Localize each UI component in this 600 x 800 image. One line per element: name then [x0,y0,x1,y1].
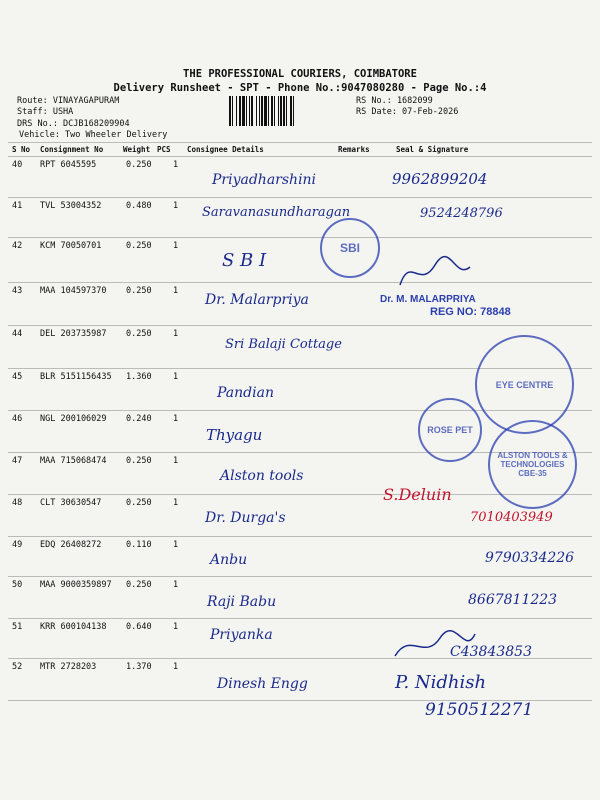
alston-seal: ALSTON TOOLS & TECHNOLOGIES CBE-35 [488,420,577,509]
cell-pcs: 1 [173,201,179,211]
cell-pcs: 1 [173,580,179,590]
note-49: 9790334226 [485,550,575,566]
cell-sno: 43 [12,286,23,296]
row-divider [8,325,592,326]
cell-cno: MAA 9000359897 [40,580,112,590]
col-seal: Seal & Signature [396,145,469,154]
cell-weight: 0.250 [126,456,152,466]
cell-cno: CLT 30630547 [40,498,102,508]
signature-scribble-43 [395,255,475,295]
cell-sno: 48 [12,498,23,508]
runsheet-subtitle: Delivery Runsheet - SPT - Phone No.:9047080280 - Page No.:4 [113,82,487,94]
cell-sno: 52 [12,662,23,672]
vehicle-label: Vehicle: Two Wheeler Delivery [19,130,168,140]
rose-pet-seal: ROSE PET [418,398,482,462]
row-divider [8,156,592,157]
cell-pcs: 1 [173,662,179,672]
cell-cno: DEL 203735987 [40,329,107,339]
consignee-hand-44: Sri Balaji Cottage [225,337,342,352]
consignee-hand-49: Anbu [210,552,248,568]
consignee-hand-50: Raji Babu [207,594,277,610]
cell-sno: 51 [12,622,23,632]
cell-weight: 0.250 [126,498,152,508]
note-41: 9524248796 [420,206,503,221]
row-divider [8,237,592,238]
header-rule [8,142,592,143]
cell-pcs: 1 [173,540,179,550]
cell-pcs: 1 [173,160,179,170]
cell-sno: 49 [12,540,23,550]
cell-weight: 0.250 [126,286,152,296]
signature-52: P. Nidhish [395,672,487,693]
consignee-hand-45: Pandian [217,385,274,401]
cell-cno: MTR 2728203 [40,662,97,672]
cell-pcs: 1 [173,456,179,466]
col-consignment: Consignment No [40,145,104,154]
cell-sno: 40 [12,160,23,170]
row-divider [8,618,592,619]
cell-cno: KRR 600104138 [40,622,107,632]
cell-weight: 1.370 [126,662,152,672]
eye-centre-seal: EYE CENTRE [475,335,574,434]
consignee-hand-46: Thyagu [206,426,263,444]
consignee-hand-47: Alston tools [220,468,304,484]
cell-weight: 0.480 [126,201,152,211]
row-divider [8,536,592,537]
cell-cno: BLR 5151156435 [40,372,112,382]
signature-scribble-51 [390,626,480,666]
rs-date: RS Date: 07-Feb-2026 [356,107,459,117]
cell-weight: 0.250 [126,160,152,170]
cell-sno: 45 [12,372,23,382]
route-label: Route: VINAYAGAPURAM [17,96,120,106]
doctor-stamp-name: Dr. M. MALARPRIYA [380,294,476,305]
cell-cno: RPT 6045595 [40,160,97,170]
cell-pcs: 1 [173,241,179,251]
sbi-seal: SBI [320,218,380,278]
rs-number: RS No.: 1682099 [356,96,433,106]
cell-sno: 41 [12,201,23,211]
cell-pcs: 1 [173,622,179,632]
cell-sno: 42 [12,241,23,251]
col-remarks: Remarks [338,145,370,154]
company-title: THE PROFESSIONAL COURIERS, COIMBATORE [183,68,417,80]
cell-weight: 0.250 [126,329,152,339]
consignee-hand-51: Priyanka [210,627,273,643]
col-consignee: Consignee Details [187,145,264,154]
cell-sno: 47 [12,456,23,466]
cell-cno: TVL 53004352 [40,201,102,211]
note-48: 7010403949 [470,510,553,525]
drs-number: DRS No.: DCJB168209904 [17,119,130,129]
cell-cno: KCM 70050701 [40,241,102,251]
cell-cno: EDQ 26408272 [40,540,102,550]
consignee-hand-52: Dinesh Engg [217,676,308,692]
note-50: 8667811223 [468,592,558,608]
consignee-hand-48: Dr. Durga's [205,510,286,526]
cell-sno: 46 [12,414,23,424]
cell-sno: 44 [12,329,23,339]
cell-cno: MAA 104597370 [40,286,107,296]
consignee-hand-40: Priyadharshini [212,172,317,188]
consignee-hand-43: Dr. Malarpriya [205,292,309,308]
note-40: 9962899204 [392,170,488,188]
cell-weight: 0.240 [126,414,152,424]
cell-pcs: 1 [173,286,179,296]
staff-label: Staff: USHA [17,107,74,117]
cell-cno: MAA 715068474 [40,456,107,466]
cell-weight: 1.360 [126,372,152,382]
cell-pcs: 1 [173,329,179,339]
cell-sno: 50 [12,580,23,590]
col-weight: Weight [123,145,151,154]
consignee-hand-42: S B I [222,250,267,271]
cell-weight: 0.250 [126,580,152,590]
row-divider [8,282,592,283]
note-51: C43843853 [450,644,532,660]
barcode [229,96,353,126]
col-sno: S No [12,145,31,154]
cell-pcs: 1 [173,372,179,382]
cell-weight: 0.250 [126,241,152,251]
cell-weight: 0.640 [126,622,152,632]
cell-weight: 0.110 [126,540,152,550]
signature-48: S.Deluin [383,485,452,504]
cell-pcs: 1 [173,498,179,508]
cell-pcs: 1 [173,414,179,424]
cell-cno: NGL 200106029 [40,414,107,424]
note-52: 9150512271 [425,700,534,720]
col-pcs: PCS [157,145,171,154]
row-divider [8,197,592,198]
row-divider [8,576,592,577]
consignee-hand-41: Saravanasundharagan [202,205,351,220]
doctor-stamp-reg: REG NO: 78848 [430,306,511,318]
